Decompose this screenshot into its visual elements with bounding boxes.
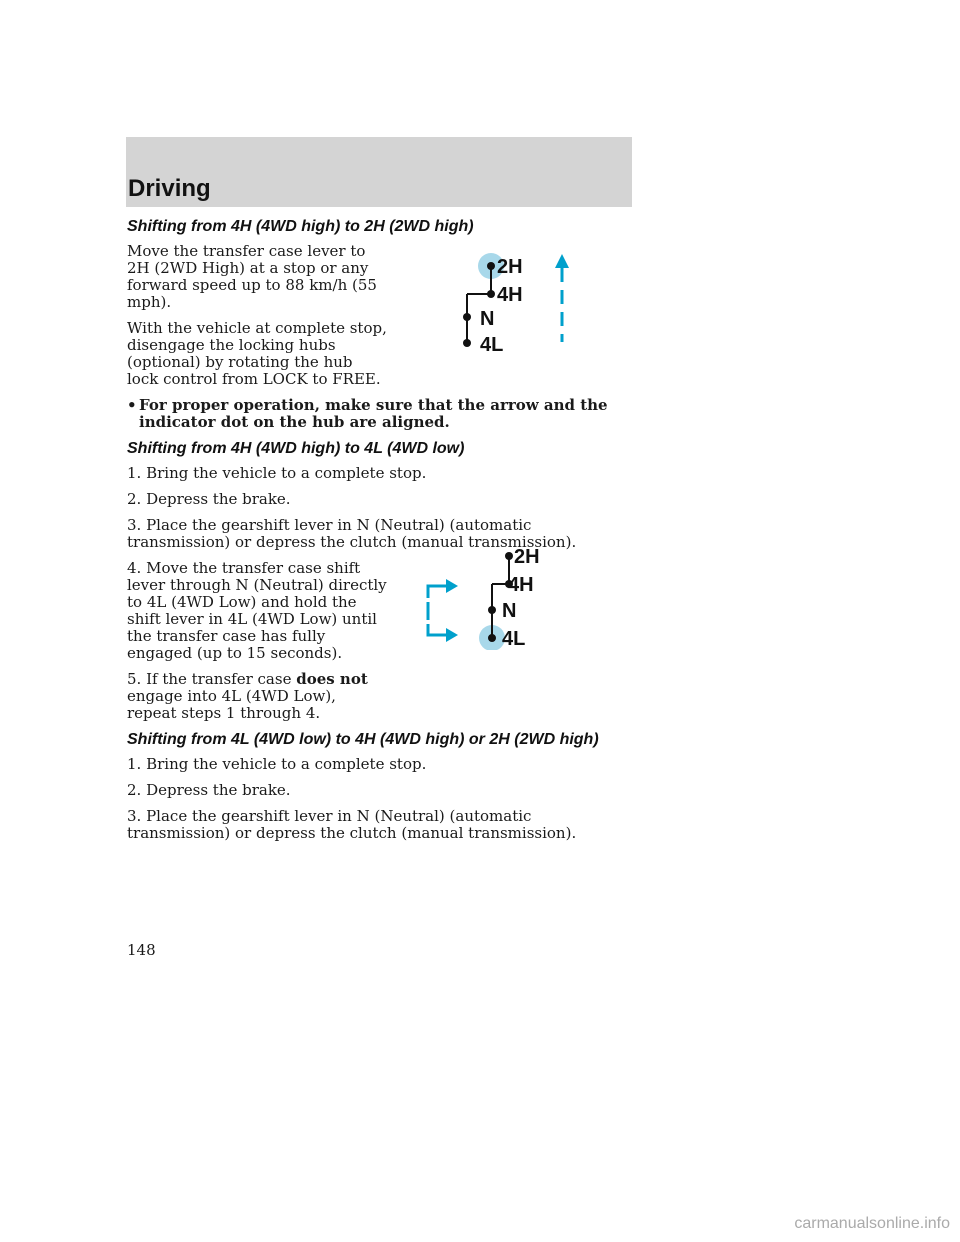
label-n: N — [480, 308, 495, 330]
section-header — [126, 137, 632, 207]
step: 3. Place the gearshift lever in N (Neutral) (automatic transmission) or depress the clutch (manual transmission). — [127, 807, 577, 842]
right-arrow-icon — [446, 628, 458, 642]
up-arrow-icon — [555, 254, 569, 268]
shift-pattern-diagram-2h — [455, 250, 595, 360]
label-2h: 2H — [514, 546, 540, 568]
label-4l: 4L — [502, 628, 526, 650]
step: 2. Depress the brake. — [127, 490, 291, 508]
watermark: carmanualsonline.info — [794, 1215, 950, 1232]
step: 1. Bring the vehicle to a complete stop. — [127, 464, 427, 482]
paragraph: Move the transfer case lever to 2H (2WD High) at a stop or any forward speed up to 88 km/h (55 mph). — [127, 242, 377, 311]
right-arrow-icon — [446, 579, 458, 593]
heading-4h-to-2h: Shifting from 4H (4WD high) to 2H (2WD high) — [127, 218, 474, 235]
label-2h: 2H — [497, 256, 523, 278]
label-4h: 4H — [497, 284, 523, 306]
shift-pattern-diagram-4l — [418, 540, 558, 650]
step: 5. If the transfer case does not engage into 4L (4WD Low), repeat steps 1 through 4. — [127, 670, 368, 722]
page-number: 148 — [127, 941, 156, 959]
bullet-item — [127, 397, 627, 431]
step: 1. Bring the vehicle to a complete stop. — [127, 755, 427, 773]
step: 3. Place the gearshift lever in N (Neutral) (automatic transmission) or depress the clutch (manual transmission). — [127, 516, 577, 551]
bullet-icon: • — [127, 396, 137, 414]
step: 2. Depress the brake. — [127, 781, 291, 799]
step: 4. Move the transfer case shift lever through N (Neutral) directly to 4L (4WD Low) and hold the shift lever in 4L (4WD Low) until the transfer case has fully engaged (up to 15 seconds). — [127, 559, 387, 662]
section-title: Driving — [128, 175, 211, 202]
heading-4h-to-4l: Shifting from 4H (4WD high) to 4L (4WD low) — [127, 440, 465, 457]
label-n: N — [502, 600, 517, 622]
heading-4l-to-4h-2h: Shifting from 4L (4WD low) to 4H (4WD high) or 2H (2WD high) — [127, 731, 599, 748]
paragraph: With the vehicle at complete stop, disengage the locking hubs (optional) by rotating the hub lock control from LOCK to FREE. — [127, 319, 387, 388]
label-4h: 4H — [508, 574, 534, 596]
bullet-text: For proper operation, make sure that the arrow and the indicator dot on the hub are aligned. — [139, 396, 608, 431]
label-4l: 4L — [480, 334, 504, 356]
